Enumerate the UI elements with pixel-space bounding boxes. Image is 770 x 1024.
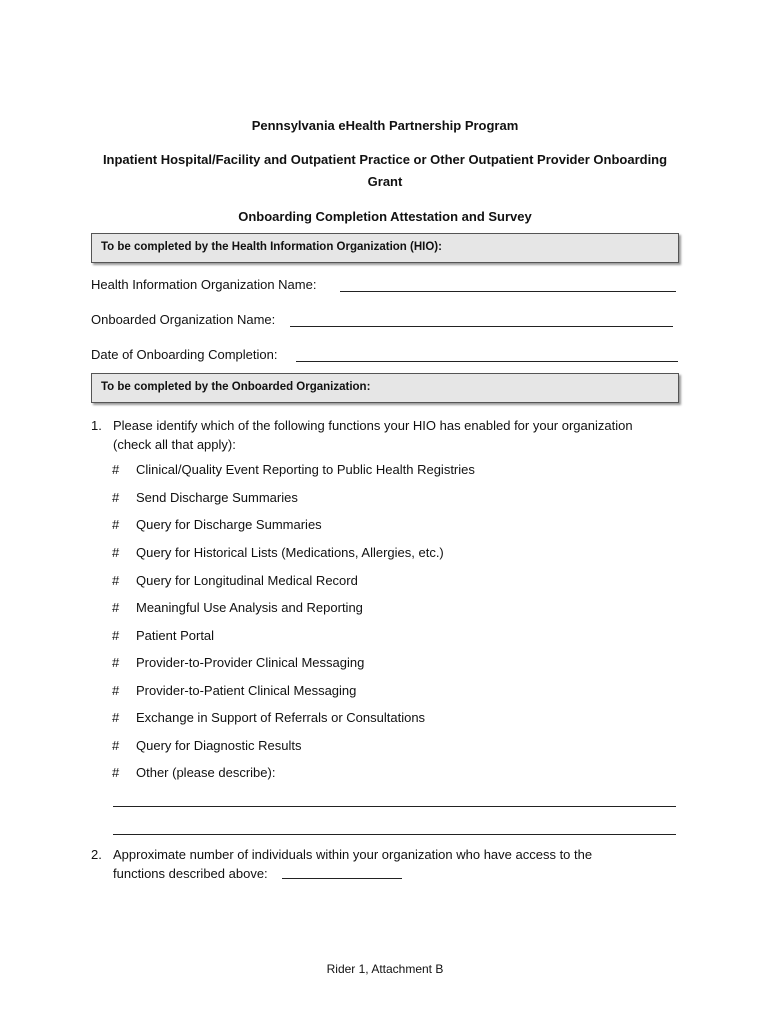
other-description-line-1[interactable] bbox=[113, 806, 676, 807]
checkbox-icon[interactable]: # bbox=[112, 545, 120, 560]
checkbox-icon[interactable]: # bbox=[112, 462, 120, 477]
option-public-health-reporting[interactable]: # Clinical/Quality Event Reporting to Public Health Registries bbox=[112, 462, 475, 477]
checkbox-icon[interactable]: # bbox=[112, 738, 120, 753]
onboarded-org-name-field bbox=[91, 312, 275, 327]
option-referrals-exchange[interactable]: # Exchange in Support of Referrals or Consultations bbox=[112, 710, 426, 725]
hio-name-field bbox=[91, 277, 316, 292]
page-footer: Rider 1, Attachment B bbox=[326, 962, 444, 976]
grant-title-line-2: Grant bbox=[367, 174, 403, 189]
grant-title-line-1: Inpatient Hospital/Facility and Outpatient Practice or Other Outpatient Provider Onboarding bbox=[102, 152, 668, 167]
question-2-text-line-2: functions described above: bbox=[113, 866, 268, 881]
checkbox-icon[interactable]: # bbox=[112, 517, 120, 532]
org-section-heading: To be completed by the Onboarded Organization: bbox=[101, 381, 371, 393]
checkbox-icon[interactable]: # bbox=[112, 765, 120, 780]
option-provider-to-provider[interactable]: # Provider-to-Provider Clinical Messaging bbox=[112, 655, 365, 670]
other-description-line-2[interactable] bbox=[113, 834, 676, 835]
onboarded-org-name-input-line[interactable] bbox=[290, 326, 673, 327]
document-title: Pennsylvania eHealth Partnership Program bbox=[251, 118, 519, 133]
question-2-number: 2. bbox=[91, 847, 102, 862]
option-query-historical-lists[interactable]: # Query for Historical Lists (Medications, Allergies, etc.) bbox=[112, 545, 444, 560]
org-section-header bbox=[91, 373, 679, 403]
option-patient-portal[interactable]: # Patient Portal bbox=[112, 628, 215, 643]
option-other[interactable]: # Other (please describe): bbox=[112, 765, 276, 780]
checkbox-icon[interactable]: # bbox=[112, 573, 120, 588]
onboarded-org-name-label: Onboarded Organization Name: bbox=[91, 312, 276, 327]
onboarding-date-input-line[interactable] bbox=[296, 361, 678, 362]
option-send-discharge-summaries[interactable]: # Send Discharge Summaries bbox=[112, 490, 298, 505]
option-diagnostic-results[interactable]: # Query for Diagnostic Results bbox=[112, 738, 302, 753]
checkbox-icon[interactable]: # bbox=[112, 600, 120, 615]
option-query-longitudinal-record[interactable]: # Query for Longitudinal Medical Record bbox=[112, 573, 358, 588]
option-provider-to-patient[interactable]: # Provider-to-Patient Clinical Messaging bbox=[112, 683, 357, 698]
question-1-text-line-2: (check all that apply): bbox=[113, 437, 236, 452]
individuals-count-input-line[interactable] bbox=[282, 878, 402, 879]
question-2-text-line-1: Approximate number of individuals within your organization who have access to the bbox=[113, 847, 593, 862]
hio-name-label: Health Information Organization Name: bbox=[91, 277, 317, 292]
question-1-number: 1. bbox=[91, 418, 102, 433]
checkbox-icon[interactable]: # bbox=[112, 710, 120, 725]
hio-section-heading: To be completed by the Health Information Organization (HIO): bbox=[101, 241, 442, 253]
checkbox-icon[interactable]: # bbox=[112, 655, 120, 670]
checkbox-icon[interactable]: # bbox=[112, 628, 120, 643]
hio-section-header bbox=[91, 233, 679, 263]
document-subtitle: Onboarding Completion Attestation and Survey bbox=[238, 209, 532, 224]
checkbox-icon[interactable]: # bbox=[112, 490, 120, 505]
onboarding-date-field bbox=[91, 347, 277, 362]
hio-name-input-line[interactable] bbox=[340, 291, 676, 292]
option-meaningful-use[interactable]: # Meaningful Use Analysis and Reporting bbox=[112, 600, 363, 615]
onboarding-date-label: Date of Onboarding Completion: bbox=[91, 347, 278, 362]
question-1-text-line-1: Please identify which of the following functions your HIO has enabled for your organization bbox=[113, 418, 633, 433]
option-query-discharge-summaries[interactable]: # Query for Discharge Summaries bbox=[112, 517, 322, 532]
checkbox-icon[interactable]: # bbox=[112, 683, 120, 698]
